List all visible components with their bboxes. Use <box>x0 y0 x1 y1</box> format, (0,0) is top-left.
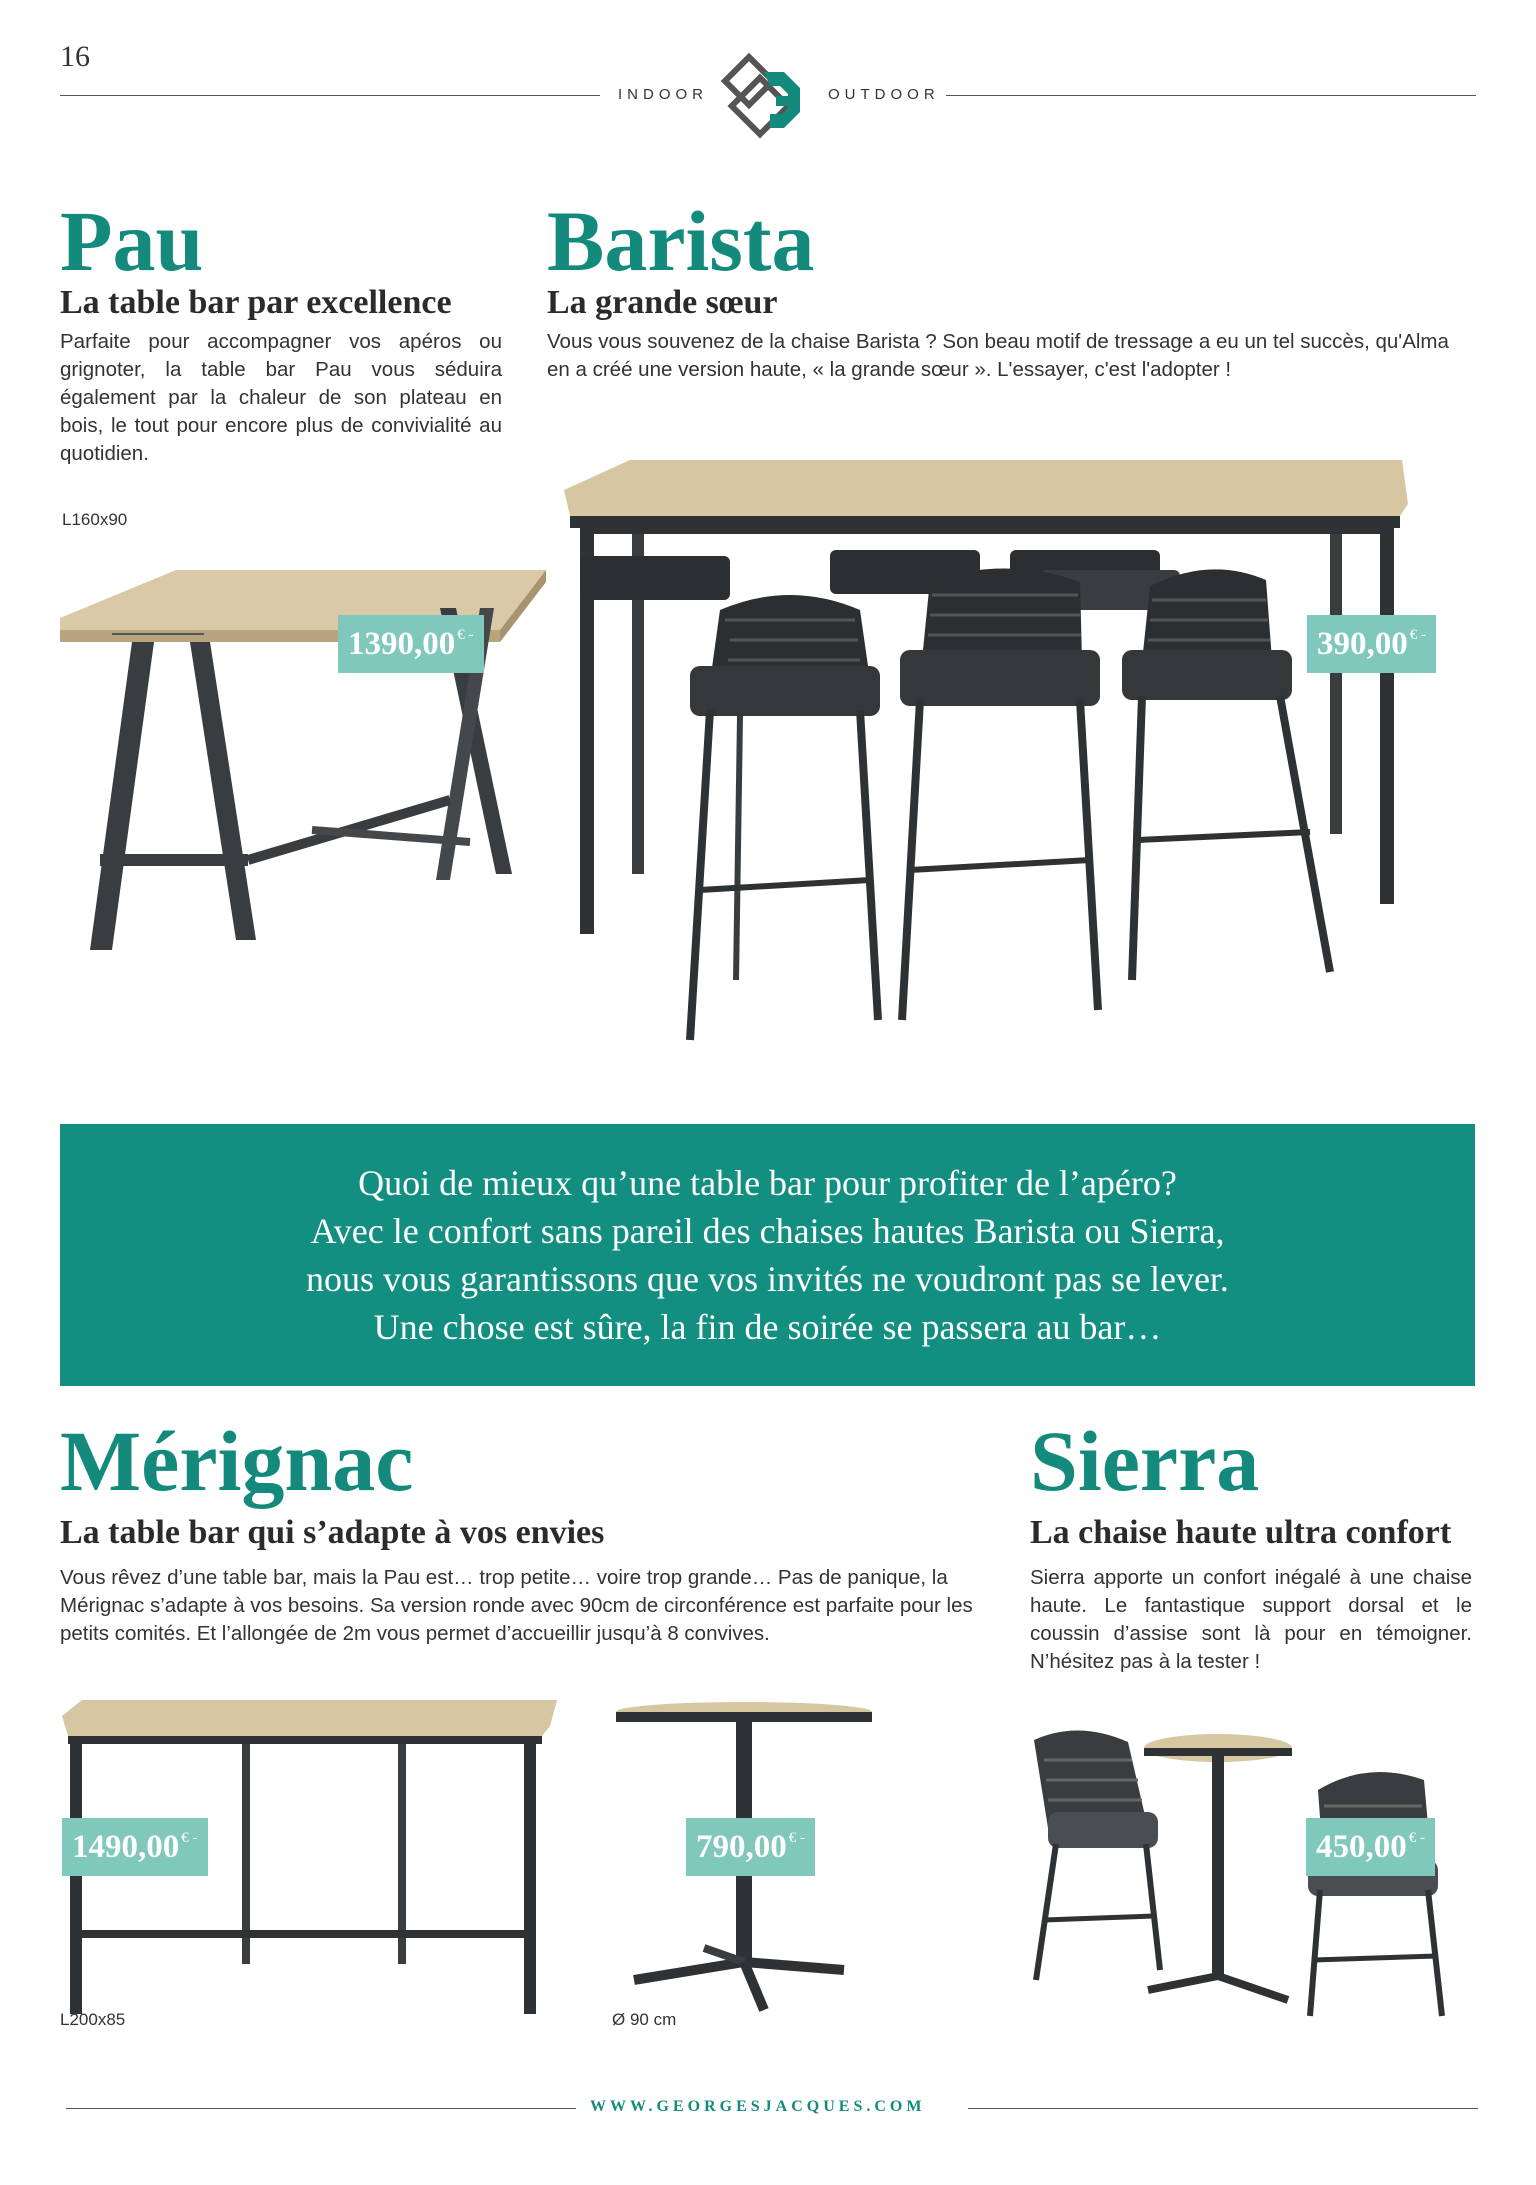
merignac-long-dimensions: L200x85 <box>60 2010 126 2029</box>
page-number: 16 <box>60 40 90 73</box>
merignac-long-price: 1490,00 <box>72 1829 180 1865</box>
barista-set-image <box>560 460 1470 1060</box>
pau-price-suffix: € - <box>457 627 474 643</box>
pau-dimensions: L160x90 <box>62 510 128 529</box>
pau-price-tag <box>338 615 484 673</box>
sierra-price-suffix: € - <box>1408 1830 1425 1846</box>
footer-rule-left <box>66 2108 576 2109</box>
merignac-title: Mérignac <box>60 1413 414 1509</box>
barista-title: Barista <box>547 193 815 289</box>
gj-logo-icon <box>718 52 816 140</box>
footer-rule-right <box>968 2108 1478 2109</box>
merignac-long-price-tag <box>62 1818 208 1876</box>
header-indoor: INDOOR <box>618 86 708 103</box>
barista-price-tag <box>1307 615 1436 673</box>
merignac-subtitle: La table bar qui s’adapte à vos envies <box>60 1514 605 1551</box>
promo-banner <box>60 1124 1475 1386</box>
header-rule-left <box>60 95 600 96</box>
merignac-round-dimensions: Ø 90 cm <box>612 2010 677 2029</box>
banner-line: Quoi de mieux qu’une table bar pour profiter de l’apéro? <box>358 1163 1177 1203</box>
website-link[interactable]: WWW.GEORGESJACQUES.COM <box>590 2098 926 2115</box>
banner-line: Avec le confort sans pareil des chaises hautes Barista ou Sierra, <box>310 1211 1225 1251</box>
merignac-long-price-suffix: € - <box>181 1830 198 1846</box>
pau-subtitle: La table bar par excellence <box>60 284 452 321</box>
barista-price-suffix: € - <box>1409 627 1426 643</box>
pau-description: Parfaite pour accompagner vos apéros ou grignoter, la table bar Pau vous séduira également par la chaleur de son plateau en bois, le tout pour encore plus de convivialité au quotidien. <box>60 330 502 465</box>
header-rule-right <box>946 95 1476 96</box>
merignac-round-price-tag <box>686 1818 815 1876</box>
pau-price: 1390,00 <box>348 626 456 662</box>
sierra-description: Sierra apporte un confort inégalé à une chaise haute. Le fantastique support dorsal et le coussin d’assise sont là pour en témoigner. N’hésitez pas à la tester ! <box>1030 1566 1472 1673</box>
sierra-subtitle: La chaise haute ultra confort <box>1030 1514 1452 1551</box>
merignac-description: Vous rêvez d’une table bar, mais la Pau est… trop petite… voire trop grande… Pas de panique, la Mérignac s’adapte à vos besoins. Sa version ronde avec 90cm de circonférence est parfaite pour les petits comités. Et l’allongée de 2m vous permet d’accueillir jusqu’à 8 convives. <box>60 1566 973 1645</box>
barista-description: Vous vous souvenez de la chaise Barista ? Son beau motif de tressage a eu un tel succès, qu'Alma en a créé une version haute, « la grande sœur ». L'essayer, c'est l'adopter ! <box>547 330 1449 381</box>
pau-title: Pau <box>60 193 204 289</box>
merignac-round-price-suffix: € - <box>788 1830 805 1846</box>
banner-line: Une chose est sûre, la fin de soirée se passera au bar… <box>373 1307 1162 1347</box>
merignac-round-price: 790,00 <box>696 1829 787 1865</box>
header-outdoor: OUTDOOR <box>828 86 940 103</box>
banner-line: nous vous garantissons que vos invités ne voudront pas se lever. <box>306 1259 1229 1299</box>
sierra-price: 450,00 <box>1316 1829 1407 1865</box>
barista-subtitle: La grande sœur <box>547 284 778 321</box>
sierra-title: Sierra <box>1030 1413 1260 1509</box>
barista-price: 390,00 <box>1317 626 1408 662</box>
sierra-price-tag <box>1306 1818 1435 1876</box>
